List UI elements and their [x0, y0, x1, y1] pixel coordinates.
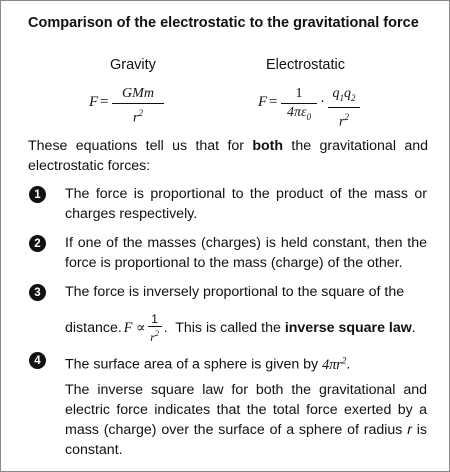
- point-3-line-2: distance. F ∝ 1 $r^2$ . This is called the inverse square law .: [65, 311, 416, 344]
- intro-paragraph: These equations tell us that for both the gravitational and electrostatic forces:: [28, 138, 428, 174]
- multiply-dot: ·: [320, 94, 325, 110]
- number-badge-4: 4: [29, 352, 46, 369]
- gravity-fraction: [112, 86, 164, 127]
- inverse-square-fraction: 1 $r^2$: [148, 313, 162, 344]
- fraction-bar: [112, 103, 164, 104]
- gravity-numerator: GMm: [122, 86, 154, 101]
- inverse-square-law-term: inverse square law: [284, 320, 412, 336]
- number-badge-2: 2: [29, 235, 46, 252]
- point-4-text: The surface area of a sphere is given by $4\pi r^2$.: [65, 355, 351, 373]
- charges-fraction: $q_1q_2$ $r^2$: [328, 86, 360, 130]
- closing-paragraph: The inverse square law for both the gravitational and electric force indicates that the total force exerted by a mass (charge) over the surface of a sphere of radius r is constant.: [65, 382, 427, 458]
- page-title: Comparison of the electrostatic to the gravitational force: [28, 15, 419, 31]
- point-1-text: The force is proportional to the product of the mass or charges respectively.: [65, 186, 427, 222]
- number-badge-3: 3: [29, 284, 46, 301]
- gravity-equals: =: [100, 94, 109, 110]
- number-badge-1: 1: [29, 186, 46, 203]
- gravity-denominator: $r^2$: [133, 108, 143, 126]
- electrostatic-equals: =: [269, 94, 278, 110]
- proportional-symbol: F ∝: [123, 320, 146, 336]
- electrostatic-lhs: F: [258, 94, 268, 110]
- coulomb-constant-fraction: 1 $4\pi\varepsilon_0$: [281, 86, 317, 125]
- gravity-lhs: F: [89, 94, 99, 110]
- electrostatic-heading: Electrostatic: [266, 57, 345, 73]
- point-2-text: If one of the masses (charges) is held constant, then the force is proportional to the mass (charge) of the other.: [65, 235, 427, 271]
- point-3-line-1: The force is inversely proportional to the square of the: [65, 284, 405, 300]
- sphere-area-formula: $4\pi r^2$: [322, 355, 347, 373]
- gravity-heading: Gravity: [110, 57, 156, 73]
